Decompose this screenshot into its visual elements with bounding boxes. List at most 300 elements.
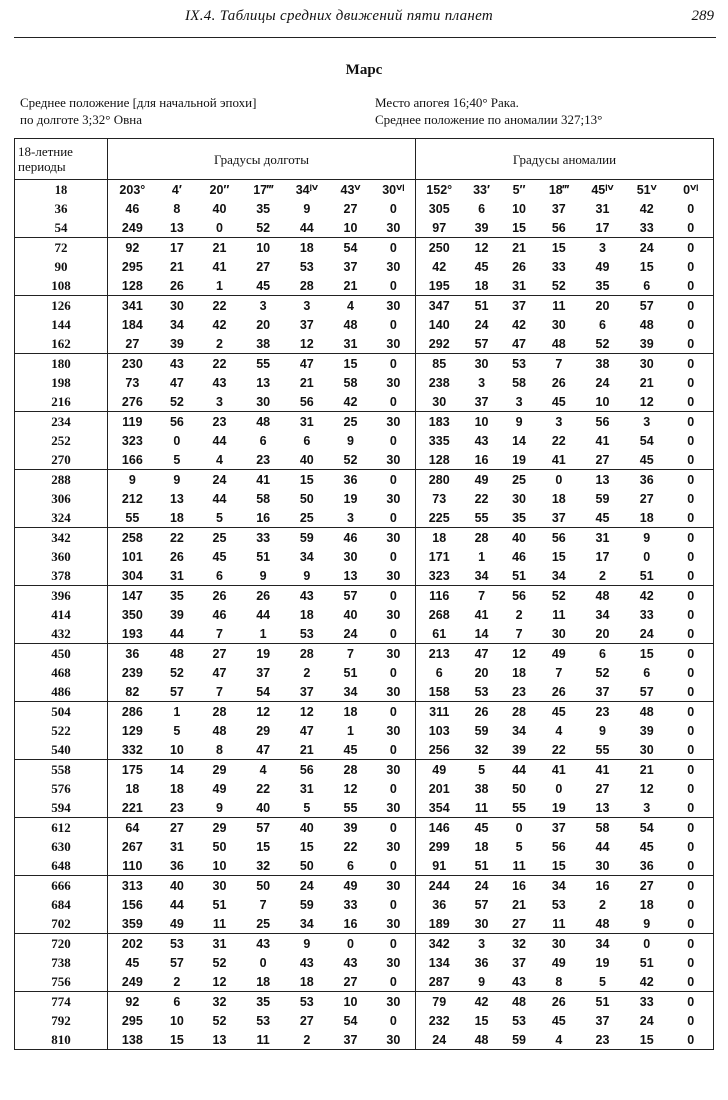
longitude-cell: 40	[343, 607, 358, 622]
longitude-cell: 26	[169, 549, 184, 564]
longitude-cell: 24	[343, 626, 358, 641]
anomaly-cell: 30	[512, 491, 526, 506]
longitude-cell: 57	[169, 684, 184, 699]
longitude-cell: 51	[256, 549, 271, 564]
anomaly-cell: 0	[538, 470, 581, 490]
anomaly-cell: 36	[432, 897, 447, 912]
anomaly-cell: 37	[501, 296, 538, 316]
anomaly-cell: 0	[669, 992, 714, 1012]
table-row	[15, 508, 714, 528]
longitude-cell: 31	[284, 412, 329, 432]
anomaly-cell: 30	[595, 858, 610, 873]
anomaly-cell: 5	[599, 974, 606, 989]
longitude-cell: 34	[343, 684, 358, 699]
anomaly-cell: 21	[501, 238, 538, 258]
longitude-cell: 25	[329, 412, 372, 432]
table-row	[15, 702, 714, 722]
anomaly-cell: 15	[474, 1013, 489, 1028]
longitude-cell: 30	[372, 566, 416, 586]
longitude-cell: 11	[212, 916, 227, 931]
anomaly-cell: 24	[463, 876, 501, 896]
anomaly-cell: 12	[639, 394, 654, 409]
anomaly-cell: 61	[432, 626, 447, 641]
anomaly-cell: 48	[580, 586, 625, 606]
period-cell: 216	[15, 392, 108, 412]
table-row	[15, 315, 714, 334]
anomaly-cell: 17	[595, 220, 610, 235]
anomaly-cell: 53	[551, 897, 566, 912]
anomaly-cell: 22	[551, 742, 566, 757]
anomaly-cell: 36	[639, 858, 654, 873]
longitude-cell: 44	[299, 220, 314, 235]
longitude-cell: 18	[284, 238, 329, 258]
longitude-cell: 47	[212, 665, 227, 680]
longitude-cell: 11	[242, 1030, 285, 1050]
longitude-cell: 6	[259, 433, 267, 448]
anomaly-cell: 5	[515, 839, 523, 854]
table-row	[15, 547, 714, 566]
longitude-cell: 40	[212, 201, 227, 216]
longitude-cell: 6	[215, 568, 223, 583]
anomaly-cell: 15	[551, 549, 566, 564]
page-number: 289	[691, 8, 714, 24]
longitude-cell: 24	[197, 470, 242, 490]
longitude-cell: 27	[157, 818, 197, 838]
anomaly-cell: 6	[643, 278, 651, 293]
longitude-cell: 30	[372, 992, 416, 1012]
anomaly-cell: 335	[428, 433, 450, 448]
anomaly-cell: 48	[595, 916, 610, 931]
anomaly-cell: 3	[515, 394, 523, 409]
longitude-cell: 46	[125, 201, 140, 216]
longitude-cell: 29	[197, 760, 242, 780]
longitude-cell: 4	[329, 296, 372, 316]
longitude-cell: 43	[284, 586, 329, 606]
anomaly-cell: 0	[669, 566, 714, 586]
anomaly-cell: 2	[599, 568, 606, 583]
anomaly-cell: 53	[474, 684, 489, 699]
anomaly-cell: 3	[478, 375, 486, 390]
anomaly-cell: 347	[415, 296, 462, 316]
longitude-cell: 57	[169, 955, 184, 970]
anomaly-cell: 0	[669, 276, 714, 296]
anomaly-cell: 24	[415, 1030, 462, 1050]
anomaly-cell: 27	[639, 491, 654, 506]
longitude-cell: 44	[212, 433, 227, 448]
anomaly-cell: 55	[595, 742, 610, 757]
anomaly-cell: 48	[625, 702, 669, 722]
longitude-cell: 44	[169, 897, 184, 912]
anomaly-cell: 30	[625, 354, 669, 374]
anomaly-cell: 41	[595, 433, 610, 448]
anomaly-cell: 24	[639, 626, 654, 641]
anomaly-cell: 45	[538, 702, 581, 722]
longitude-cell: 30	[372, 296, 416, 316]
anomaly-cell: 35	[595, 278, 610, 293]
longitude-cell: 43	[157, 354, 197, 374]
longitude-cell: 30	[197, 876, 242, 896]
anomaly-cell: 12	[463, 238, 501, 258]
anomaly-cell: 20	[595, 626, 610, 641]
period-cell: 414	[15, 605, 108, 624]
period-cell: 684	[15, 895, 108, 914]
table-row	[15, 199, 714, 218]
anomaly-cell: 2	[515, 607, 523, 622]
longitude-cell: 52	[169, 394, 184, 409]
longitude-cell: 323	[121, 433, 143, 448]
longitude-cell: 30	[372, 1030, 416, 1050]
anomaly-cell: 201	[428, 781, 450, 796]
longitude-cell: 5	[303, 800, 311, 815]
anomaly-cell: 51	[474, 858, 489, 873]
table-row	[15, 972, 714, 992]
anomaly-cell: 42	[463, 992, 501, 1012]
anomaly-cell: 48	[551, 336, 566, 351]
longitude-cell: 36	[107, 644, 156, 664]
longitude-cell: 47	[284, 354, 329, 374]
anomaly-cell: 34	[538, 876, 581, 896]
longitude-cell: 286	[107, 702, 156, 722]
anomaly-cell: 48	[463, 1030, 501, 1050]
anomaly-cell: 292	[428, 336, 450, 351]
longitude-cell: 26	[169, 278, 184, 293]
longitude-cell: 9	[303, 568, 311, 583]
longitude-cell: 27	[343, 974, 358, 989]
anomaly-cell: 57	[474, 897, 489, 912]
longitude-cell: 34	[169, 317, 184, 332]
anomaly-cell: 49	[595, 259, 610, 274]
longitude-cell: 5	[215, 510, 223, 525]
longitude-cell: 58	[343, 375, 358, 390]
anomaly-cell: 3	[580, 238, 625, 258]
anomaly-cell: 33′	[463, 180, 501, 200]
anomaly-cell: 48	[501, 992, 538, 1012]
table-row	[15, 624, 714, 644]
longitude-cell: 0	[372, 1011, 416, 1030]
anomaly-cell: 33	[639, 607, 654, 622]
longitude-cell: 4	[242, 760, 285, 780]
anomaly-cell: 52	[551, 278, 566, 293]
anomaly-cell: 0	[669, 895, 714, 914]
longitude-cell: 18	[299, 607, 314, 622]
longitude-cell: 0	[372, 392, 416, 412]
longitude-cell: 52	[212, 1013, 227, 1028]
anomaly-cell: 17	[595, 549, 610, 564]
longitude-cell: 0	[372, 779, 416, 798]
table-row	[15, 431, 714, 450]
longitude-cell: 17	[157, 238, 197, 258]
longitude-cell: 249	[121, 974, 143, 989]
longitude-cell: 39	[169, 336, 184, 351]
anomaly-cell: 0	[669, 586, 714, 606]
anomaly-cell: 58	[580, 818, 625, 838]
period-cell: 90	[15, 257, 108, 276]
anomaly-cell: 0	[669, 644, 714, 664]
anomaly-cell: 287	[428, 974, 450, 989]
anomaly-cell: 7	[555, 665, 563, 680]
longitude-cell: 147	[107, 586, 156, 606]
longitude-cell: 9	[157, 470, 197, 490]
anomaly-cell: 3	[538, 412, 581, 432]
longitude-cell: 43	[212, 375, 227, 390]
longitude-cell: 7	[215, 626, 223, 641]
longitude-cell: 30	[372, 450, 416, 470]
anomaly-cell: 0	[669, 470, 714, 490]
anomaly-cell: 55	[512, 800, 526, 815]
anomaly-cell: 21	[512, 897, 526, 912]
longitude-cell: 54	[256, 684, 271, 699]
longitude-cell: 56	[157, 412, 197, 432]
longitude-cell: 0	[372, 199, 416, 218]
anomaly-cell: 13	[595, 800, 610, 815]
anomaly-cell: 50	[512, 781, 526, 796]
longitude-cell: 350	[121, 607, 143, 622]
longitude-cell: 2	[173, 974, 181, 989]
anomaly-cell: 36	[625, 470, 669, 490]
anomaly-cell: 0	[669, 624, 714, 644]
longitude-cell: 9	[259, 568, 267, 583]
anomaly-cell: 18	[474, 278, 489, 293]
period-cell: 288	[15, 470, 108, 490]
longitude-cell: 30	[372, 914, 416, 934]
longitude-cell: 48	[212, 723, 227, 738]
period-cell: 702	[15, 914, 108, 934]
table-body	[15, 180, 714, 1050]
longitude-cell: 9	[303, 201, 311, 216]
anomaly-cell: 7	[538, 354, 581, 374]
longitude-cell: 42	[212, 317, 227, 332]
longitude-cell: 35	[256, 201, 271, 216]
longitude-column-header: Градусы долготы	[107, 139, 415, 180]
anomaly-cell: 53	[501, 354, 538, 374]
longitude-cell: 313	[107, 876, 156, 896]
table-row	[15, 218, 714, 238]
table-row	[15, 257, 714, 276]
anomaly-cell: 18	[639, 510, 654, 525]
anomaly-cell: 19	[595, 955, 610, 970]
longitude-cell: 203°	[107, 180, 156, 200]
longitude-cell: 16	[256, 510, 271, 525]
apogee-note	[375, 94, 602, 128]
table-row	[15, 276, 714, 296]
longitude-cell: 0	[372, 315, 416, 334]
longitude-cell: 30	[372, 760, 416, 780]
anomaly-cell: 18	[474, 839, 489, 854]
period-cell: 738	[15, 953, 108, 972]
anomaly-cell: 51	[512, 568, 526, 583]
anomaly-cell: 14	[512, 433, 526, 448]
longitude-cell: 31	[197, 934, 242, 954]
anomaly-cell: 7	[515, 626, 523, 641]
longitude-cell: 51	[212, 897, 227, 912]
longitude-cell: 44	[212, 491, 227, 506]
longitude-cell: 48	[242, 412, 285, 432]
period-cell: 324	[15, 508, 108, 528]
anomaly-cell: 0	[669, 605, 714, 624]
initial-position-line-1: Среднее положение [для начальной эпохи]	[20, 95, 257, 110]
anomaly-cell: 15	[639, 259, 654, 274]
longitude-cell: 5	[173, 723, 181, 738]
anomaly-cell: 47	[512, 336, 526, 351]
longitude-cell: 18	[299, 974, 314, 989]
longitude-cell: 31	[169, 839, 184, 854]
apogee-line-1: Место апогея 16;40° Рака.	[375, 95, 519, 110]
longitude-cell: 10	[169, 1013, 184, 1028]
longitude-cell: 28	[197, 702, 242, 722]
longitude-cell: 110	[122, 858, 143, 873]
period-cell: 396	[15, 586, 108, 606]
anomaly-cell: 6	[580, 644, 625, 664]
anomaly-cell: 57	[474, 336, 489, 351]
longitude-cell: 23	[256, 452, 271, 467]
longitude-cell: 0	[372, 740, 416, 760]
longitude-cell: 43	[343, 955, 358, 970]
anomaly-cell: 0	[669, 1030, 714, 1050]
anomaly-cell: 0	[669, 818, 714, 838]
anomaly-cell: 0	[669, 392, 714, 412]
anomaly-cell: 59	[595, 491, 610, 506]
longitude-cell: 359	[121, 916, 143, 931]
anomaly-cell: 42	[639, 201, 654, 216]
anomaly-cell: 24	[625, 238, 669, 258]
longitude-cell: 30	[372, 373, 416, 392]
longitude-cell: 12	[284, 702, 329, 722]
anomaly-cell: 44	[595, 839, 610, 854]
longitude-cell: 7	[329, 644, 372, 664]
table-row	[15, 895, 714, 914]
period-cell: 774	[15, 992, 108, 1012]
longitude-cell: 36	[169, 858, 184, 873]
longitude-cell: 92	[107, 238, 156, 258]
anomaly-cell: 0	[669, 373, 714, 392]
anomaly-cell: 171	[428, 549, 450, 564]
longitude-cell: 26	[197, 586, 242, 606]
anomaly-cell: 32	[501, 934, 538, 954]
longitude-cell: 21	[169, 259, 184, 274]
anomaly-cell: 0	[501, 818, 538, 838]
longitude-cell: 2	[303, 665, 311, 680]
period-cell: 162	[15, 334, 108, 354]
longitude-cell: 50	[299, 858, 314, 873]
longitude-cell: 53	[299, 626, 314, 641]
anomaly-cell: 9	[501, 412, 538, 432]
longitude-cell: 4′	[157, 180, 197, 200]
longitude-cell: 10	[329, 992, 372, 1012]
anomaly-cell: 0	[669, 837, 714, 856]
longitude-cell: 30	[372, 528, 416, 548]
longitude-cell: 31	[299, 781, 314, 796]
longitude-cell: 49	[169, 916, 184, 931]
longitude-cell: 10	[169, 742, 184, 757]
period-cell: 252	[15, 431, 108, 450]
longitude-cell: 15	[299, 839, 314, 854]
longitude-cell: 39	[329, 818, 372, 838]
longitude-cell: 0	[259, 955, 267, 970]
longitude-cell: 37	[299, 684, 314, 699]
longitude-cell: 47	[299, 723, 314, 738]
longitude-cell: 0	[372, 276, 416, 296]
table-row	[15, 682, 714, 702]
anomaly-cell: 0	[555, 781, 563, 796]
anomaly-cell: 128	[428, 452, 450, 467]
anomaly-cell: 5″	[501, 180, 538, 200]
longitude-cell: 12	[299, 336, 314, 351]
anomaly-cell: 103	[428, 723, 450, 738]
table-row	[15, 489, 714, 508]
longitude-cell: 25	[256, 916, 271, 931]
longitude-cell: 184	[121, 317, 143, 332]
anomaly-cell: 10	[512, 201, 526, 216]
longitude-cell: 56	[299, 394, 314, 409]
longitude-cell: 21	[343, 278, 358, 293]
anomaly-cell: 354	[428, 800, 450, 815]
longitude-cell: 37	[343, 259, 358, 274]
anomaly-cell: 3	[625, 412, 669, 432]
table-row	[15, 992, 714, 1012]
anomaly-cell: 28	[501, 702, 538, 722]
longitude-cell: 2	[284, 1030, 329, 1050]
longitude-cell: 15	[329, 354, 372, 374]
anomaly-cell: 27	[512, 916, 526, 931]
anomaly-cell: 11	[552, 916, 566, 931]
anomaly-cell: 0	[669, 663, 714, 682]
longitude-cell: 28	[329, 760, 372, 780]
longitude-cell: 30	[343, 549, 358, 564]
anomaly-cell: 27	[625, 876, 669, 896]
longitude-cell: 92	[107, 992, 156, 1012]
longitude-cell: 3	[284, 296, 329, 316]
mean-motion-table	[14, 138, 714, 1050]
period-cell: 180	[15, 354, 108, 374]
longitude-cell: 53	[299, 259, 314, 274]
anomaly-cell: 7	[463, 586, 501, 606]
longitude-cell: 41	[242, 470, 285, 490]
anomaly-cell: 18	[551, 491, 566, 506]
longitude-cell: 46	[329, 528, 372, 548]
longitude-cell: 55	[125, 510, 140, 525]
anomaly-cell: 15	[551, 858, 566, 873]
table-row	[15, 721, 714, 740]
longitude-cell: 29	[256, 723, 271, 738]
longitude-cell: 36	[329, 470, 372, 490]
longitude-cell: 276	[121, 394, 143, 409]
longitude-cell: 50	[299, 491, 314, 506]
longitude-cell: 37	[256, 665, 271, 680]
anomaly-cell: 49	[415, 760, 462, 780]
period-cell: 594	[15, 798, 108, 818]
longitude-cell: 30	[372, 489, 416, 508]
anomaly-cell: 37	[595, 684, 610, 699]
longitude-cell: 18	[125, 781, 140, 796]
anomaly-cell: 51	[463, 296, 501, 316]
anomaly-cell: 53	[512, 1013, 526, 1028]
longitude-cell: 40	[284, 818, 329, 838]
anomaly-cell: 45	[551, 1013, 566, 1028]
longitude-cell: 18	[169, 781, 184, 796]
anomaly-cell: 28	[463, 528, 501, 548]
anomaly-cell: 26	[512, 259, 526, 274]
longitude-cell: 30	[157, 296, 197, 316]
period-cell: 18	[15, 180, 108, 200]
anomaly-cell: 57	[625, 296, 669, 316]
anomaly-cell: 0	[625, 934, 669, 954]
table-row	[15, 180, 714, 200]
anomaly-cell: 38	[474, 781, 489, 796]
anomaly-cell: 225	[428, 510, 450, 525]
longitude-cell: 19	[242, 644, 285, 664]
anomaly-cell: 45	[463, 818, 501, 838]
anomaly-cell: 52	[595, 665, 610, 680]
